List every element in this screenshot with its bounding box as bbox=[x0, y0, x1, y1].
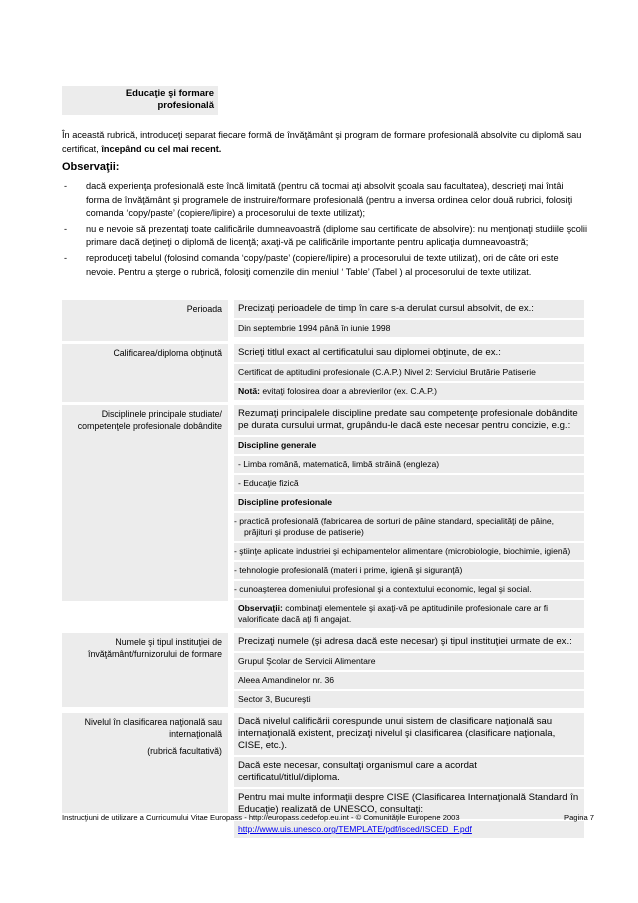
list-item: - practică profesională (fabricarea de sorturi de pâine standard, specialităţi de pâine, prăjituri şi produse de patiserie) bbox=[234, 513, 584, 541]
nivel-desc3: Pentru mai multe informaţii despre CISE (Clasificarea Internaţională Standard în Educaţie) realizată de UNESCO, consultaţi: bbox=[234, 789, 584, 819]
label-discipline: Disciplinele principale studiate/ competenţele profesionale dobândite bbox=[62, 405, 228, 601]
cv-table bbox=[62, 300, 584, 840]
discipline-desc: Rezumaţi principalele discipline predate sau competenţe profesionale dobândite pe durata cursului urmat, grupându-le dacă este necesar pentru concizie, e.g.: bbox=[234, 405, 584, 435]
row-institutie bbox=[62, 633, 584, 710]
institutie-line: Grupul Şcolar de Servicii Alimentare bbox=[234, 653, 584, 670]
list-item: - Educaţie fizică bbox=[234, 475, 584, 492]
isced-link[interactable]: http://www.uis.unesco.org/TEMPLATE/pdf/isced/ISCED_F.pdf bbox=[238, 824, 472, 834]
row-calificarea bbox=[62, 344, 584, 402]
list-item: - nu e nevoie să prezentaţi toate calificările dumneavoastră (diplome sau certificate de absolvire): nu menţionaţi studiile şcolii primare dacă deţineţi o diplomă de licenţă; axaţi-vă pe calificările importante pentru aplicaţia dumneavoastră; bbox=[64, 223, 587, 248]
section-title-line2: profesională bbox=[157, 100, 214, 111]
nivel-desc2: Dacă este necesar, consultaţi organismul care a acordat certificatul/titlul/diploma. bbox=[234, 757, 584, 787]
calificarea-example: Certificat de aptitudini profesionale (C.A.P.) Nivel 2: Serviciul Brutărie Patiserie bbox=[234, 364, 584, 381]
intro-bold: începând cu cel mai recent. bbox=[101, 144, 222, 154]
list-item: - dacă experienţa profesională este încă limitată (pentru că tocmai aţi absolvit şcoala sau facultatea), descrieţi mai întâi forma de învăţământ şi programele de instruire/formare profesională (pentru a inversa ordinea celor două rubrici, folosiţi comanda ‘copy/paste’ (copiere/lipire) a procesorului de texte utilizat); bbox=[64, 181, 573, 219]
perioada-desc: Precizaţi perioadele de timp în care s-a derulat cursul absolvit, de ex.: bbox=[234, 300, 584, 318]
list-item: - tehnologie profesională (materi i prime, igienă şi siguranţă) bbox=[234, 562, 584, 579]
intro-text: În această rubrică, introduceţi separat fiecare formă de învăţământ şi program de formare profesională absolvite cu diplomă sau certificat, bbox=[62, 130, 582, 154]
section-title bbox=[62, 86, 218, 115]
page-number: Pagina 7 bbox=[564, 813, 594, 822]
discipline-obs: Observaţii: combinaţi elementele şi axaţi-vă pe aptitudinile profesionale care ar fi valorificate dacă aţi fi angajat. bbox=[234, 600, 584, 628]
row-perioada bbox=[62, 300, 584, 341]
footer-left: Instrucţiuni de utilizare a Curricumului Vitae Europass - http://europass.cedefop.eu.int - © Comunităţile Europene 2003 bbox=[62, 813, 460, 822]
nivel-desc1: Dacă nivelul calificării corespunde unui sistem de clasificare naţională sau internaţională existent, precizaţi nivelul şi clasificarea (clasificare naţionala, CISE, etc.). bbox=[234, 713, 584, 755]
observatii-list bbox=[62, 180, 587, 281]
intro-paragraph bbox=[62, 128, 582, 156]
calificarea-note: Notă: evitaţi folosirea doar a abrevierilor (ex. C.A.P.) bbox=[234, 383, 584, 400]
section-title-line1: Educaţie şi formare bbox=[125, 88, 214, 99]
institutie-line: Aleea Amandinelor nr. 36 bbox=[234, 672, 584, 689]
label-institutie: Numele şi tipul instituţiei de învăţământ/furnizorului de formare bbox=[62, 633, 228, 707]
page-footer bbox=[62, 813, 594, 822]
perioada-example: Din septembrie 1994 până în iunie 1998 bbox=[234, 320, 584, 337]
label-perioada: Perioada bbox=[62, 300, 228, 341]
discipline-generale-title: Discipline generale bbox=[234, 437, 584, 454]
isced-link-row bbox=[234, 821, 584, 838]
list-item: - reproduceţi tabelul (folosind comanda ‘copy/paste’ (copiere/lipire) a procesorului de texte utilizat), ori de câte ori este nevoie. Pentru a şterge o rubrică, folosiţi comenzile din meniul ‘ Table’ (Tabel ) al procesorului de texte utilizat. bbox=[64, 252, 559, 277]
label-calificarea: Calificarea/diploma obţinută bbox=[62, 344, 228, 402]
observatii-title: Observaţii: bbox=[62, 161, 120, 173]
list-item: - cunoaşterea domeniului profesional şi a contextului economic, legal şi social. bbox=[234, 581, 584, 598]
discipline-profesionale-title: Discipline profesionale bbox=[234, 494, 584, 511]
label-nivel: Nivelul în clasificarea naţională sau internaţională (rubrică facultativă) bbox=[62, 713, 228, 813]
institutie-desc: Precizaţi numele (şi adresa dacă este necesar) şi tipul instituţiei urmate de ex.: bbox=[234, 633, 584, 651]
institutie-line: Sector 3, Bucureşti bbox=[234, 691, 584, 708]
list-item: - Limba română, matematică, limbă străină (engleza) bbox=[234, 456, 584, 473]
row-discipline bbox=[62, 405, 584, 630]
list-item: - ştiinţe aplicate industriei şi echipamentelor alimentare (microbiologie, biochimie, igienă) bbox=[234, 543, 584, 560]
calificarea-desc: Scrieţi titlul exact al certificatului sau diplomei obţinute, de ex.: bbox=[234, 344, 584, 362]
